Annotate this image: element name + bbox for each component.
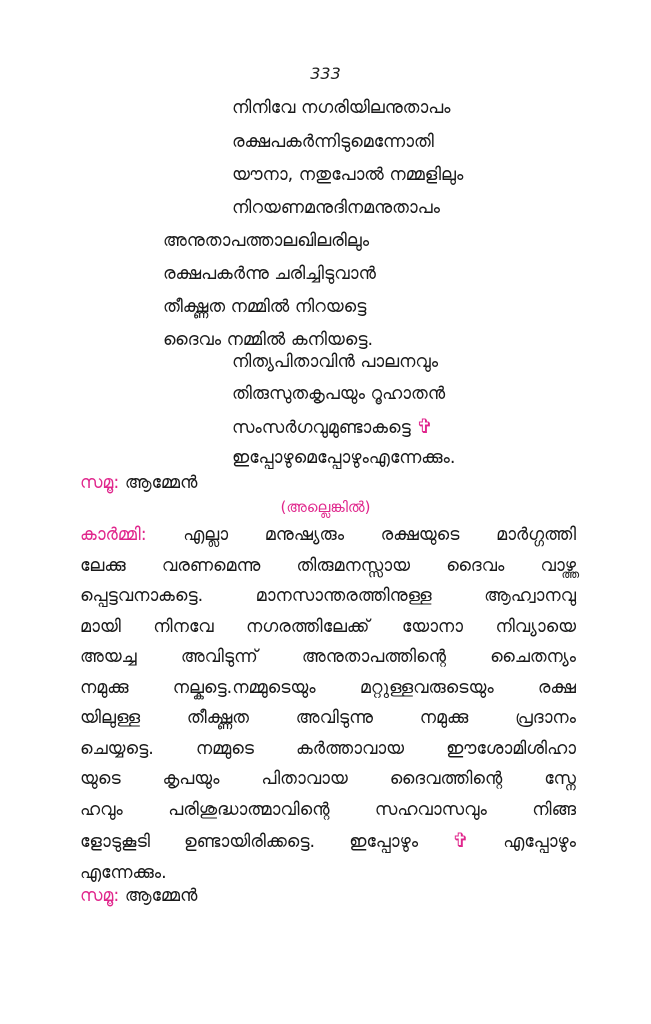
hymn-line: നിത്യപിതാവിൻ പാലനവും <box>232 352 439 372</box>
prayer-line: അയച്ച അവിടുന്ന് അനുതാപത്തിന്റെ ചൈതന്യം <box>80 647 576 667</box>
hymn-line: ദൈവം നമ്മിൽ കനിയട്ടെ. <box>163 330 374 350</box>
response-text: ആമ്മേൻ <box>124 886 198 906</box>
prayer-line: യിലുള്ള തീക്ഷ്ണത അവിടുന്നു നമുക്കു പ്രദാനം <box>80 708 576 728</box>
hymn-line: യൗനാ, നതുപോൽ നമ്മളിലും <box>232 165 464 185</box>
prayer-line: യുടെ കൃപയും പിതാവായ ദൈവത്തിന്റെ സ്നേ <box>80 769 576 789</box>
hymn-line-text: സംസർഗവുമുണ്ടാകട്ടെ <box>232 418 411 438</box>
prayer-line: ലേക്കു വരണമെന്നു തിരുമനസ്സായ ദൈവം വാഴ്ത്ത <box>80 555 576 576</box>
prayer-text: എപ്പോഴും <box>469 832 576 852</box>
prayer-line: ചെയ്യട്ടെ. നമ്മുടെ കർത്താവായ ഈശോമിശിഹാ <box>80 738 576 759</box>
prayer-text: ളോടുകൂടി ഉണ്ടായിരിക്കട്ടെ. ഇപ്പോഴും <box>80 832 419 852</box>
hymn-line: രക്ഷപകർന്നു ചരിച്ചിടുവാൻ <box>163 264 376 284</box>
speaker-label: സമൂ: <box>80 886 120 906</box>
response-text: ആമ്മേൻ <box>124 473 198 493</box>
congregation-response <box>80 471 197 495</box>
cross-icon: ✞ <box>416 414 434 438</box>
prayer-line: മായി നിനവേ നഗരത്തിലേക്ക് യോനാ നിവ്യായെ <box>80 616 576 637</box>
hymn-line-with-cross <box>232 414 433 440</box>
celebrant-prayer <box>80 520 576 888</box>
hymn-line: തീക്ഷ്ണത നമ്മിൽ നിറയട്ടെ <box>163 297 367 317</box>
speaker-label: കാർമ്മി: <box>80 525 147 545</box>
hymn-line: തിരുസുതകൃപയും റൂഹാതൻ <box>232 384 446 404</box>
alternative-heading: (അല്ലെങ്കിൽ) <box>280 498 371 516</box>
congregation-response <box>80 884 197 908</box>
hymn-line: രക്ഷപകർന്നിടുമെന്നോതി <box>232 132 434 152</box>
prayer-line: എന്നേക്കും. <box>80 862 167 883</box>
page-number: 333 <box>310 64 341 83</box>
prayer-line <box>80 825 576 858</box>
prayer-line: ഹവും പരിശുദ്ധാത്മാവിന്റെ സഹവാസവും നിങ്ങ <box>80 799 576 820</box>
prayer-line: നമുക്കു നല്കട്ടെ.നമ്മുടെയും മറ്റുള്ളവരുടെയും രക്ഷ <box>80 677 576 698</box>
prayer-line: പ്പെട്ടവനാകട്ടെ. മാനസാന്തരത്തിനുള്ള ആഹ്വാനവു <box>80 586 576 606</box>
prayer-text: എല്ലാ മനുഷ്യരും രക്ഷയുടെ മാർഗ്ഗത്തി <box>146 525 576 545</box>
prayer-line <box>80 520 576 551</box>
speaker-label: സമൂ: <box>80 473 120 493</box>
cross-icon: ✞ <box>452 828 470 852</box>
hymn-line: അനുതാപത്താലഖിലരിലും <box>163 231 370 251</box>
hymn-line: നിറയണമനുദിനമനുതാപം <box>232 198 440 218</box>
hymn-line: നിനിവേ നഗരിയിലനുതാപം <box>232 98 451 118</box>
hymn-line: ഇപ്പോഴുമെപ്പോഴുംഎന്നേക്കും. <box>232 448 456 468</box>
